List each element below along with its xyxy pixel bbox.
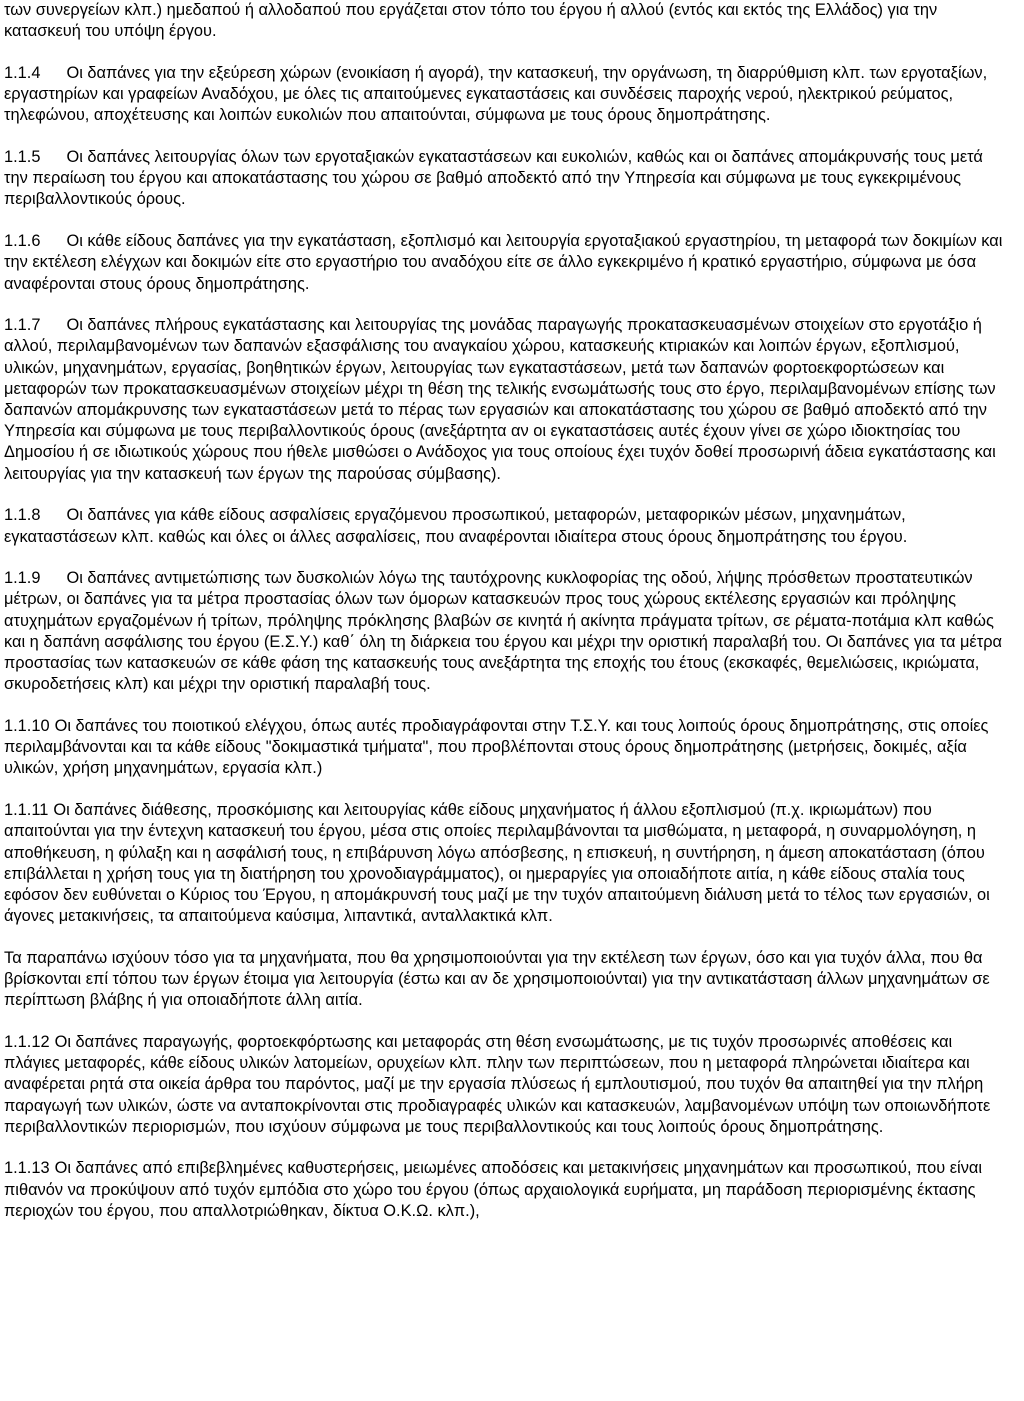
paragraph-text: Οι δαπάνες για κάθε είδους ασφαλίσεις εργαζόμενου προσωπικού, μεταφορών, μεταφορικών μέσων, μηχανημάτων, εγκαταστάσεων κλπ. καθώς και όλες οι άλλες ασφαλίσεις, που αναφέρονται ιδιαίτερα στους όρους δημοπράτησης του έργου. [4,506,908,546]
paragraph-text: Οι δαπάνες για την εξεύρεση χώρων (ενοικίαση ή αγορά), την κατασκευή, την οργάνωση, τη διαρρύθμιση κλπ. των εργοταξίων, εργαστηρίων και γραφείων Αναδόχου, με όλες τις απαιτούμενες εγκαταστάσεις και συνδέσεις παροχής νερού, ηλεκτρικού ρεύματος, τηλεφώνου, αποχέτευσης και λοιπών ευκολιών που απαιτούνται, σύμφωνα με τους όρους δημοπράτησης. [4,63,988,125]
paragraph-text: Οι δαπάνες του ποιοτικού ελέγχου, όπως αυτές προδιαγράφονται στην Τ.Σ.Υ. και τους λοιπούς όρους δημοπράτησης, στις οποίες περιλαμβάνονται και τα κάθε είδους "δοκιμαστικά τμήματα", που προβλέπονται στους όρους δημοπράτησης (μετρήσεις, δοκιμές, αξία υλικών, χρήση μηχανημάτων, εργασία κλπ.) [4,716,989,778]
paragraph-1-1-8 [4,505,1010,547]
paragraph-number: 1.1.4 [4,63,41,82]
paragraph-continuation [4,0,1010,42]
paragraph-number: 1.1.12 [4,1032,50,1051]
paragraph-number: 1.1.7 [4,316,41,335]
paragraph-1-1-7 [4,315,1010,485]
paragraph-number: 1.1.13 [4,1159,50,1178]
paragraph-text: Οι δαπάνες από επιβεβλημένες καθυστερήσεις, μειωμένες αποδόσεις και μετακινήσεις μηχανημάτων και προσωπικού, που είναι πιθανόν να προκύψουν από τυχόν εμπόδια στο χώρο του έργου (όπως αρχαιολογικά ευρήματα, μη παράδοση περιορισμένης έκτασης περιοχών του έργου, που απαλλοτριώθηκαν, δίκτυα Ο.Κ.Ω. κλπ.), [4,1159,983,1220]
paragraph-text: Οι δαπάνες παραγωγής, φορτοεκφόρτωσης και μεταφοράς στη θέση ενσωμάτωσης, με τις τυχόν προσωρινές αποθέσεις και πλάγιες μεταφορές, κάθε είδους υλικών λατομείων, ορυχείων κλπ. πλην των περιπτώσεων, που η μεταφορά πληρώνεται ιδιαίτερα και αναφέρεται ρητά στα οικεία άρθρα του παρόντος, μαζί με την εργασία πλύσεως ή εμπλουτισμού, που τυχόν θα απαιτηθεί για την πλήρη παραγωγή των υλικών, ώστε να ανταποκρίνονται στις προδιαγραφές υλικών και κατασκευών, λαμβανομένων υπόψη των οποιωνδήποτε περιβαλλοντικών περιορισμών, που ισχύουν σύμφωνα με τους περιβαλλοντικούς και τους λοιπούς όρους δημοπράτησης. [4,1032,991,1136]
paragraph-number: 1.1.11 [4,801,49,820]
paragraph-text: Οι δαπάνες πλήρους εγκατάστασης και λειτουργίας της μονάδας παραγωγής προκατασκευασμένων στοιχείων στο εργοτάξιο ή αλλού, περιλαμβανομένων των δαπανών εξασφάλισης του αναγκαίου χώρου, κατασκευής κτιριακών και λοιπών έργων, εξοπλισμού, υλικών, μηχανημάτων, εργασίας, βοηθητικών έργων, λειτουργίας των εγκαταστάσεων, μετά των δαπανών φορτοεκφορτώσεων και μεταφορών των προκατασκευασμένων στοιχείων μέχρι τη θέση της τελικής ενσωμάτωσής τους στο έργο, περιλαμβανομένων επίσης των δαπανών απομάκρυνσης των εγκαταστάσεων μετά το πέρας των εργασιών και αποκατάστασης του χώρου σε βαθμό αποδεκτό από την Υπηρεσία και σύμφωνα με τους περιβαλλοντικούς όρους (ανεξάρτητα αν οι εγκαταστάσεις αυτές έχουν γίνει σε χώρο ιδιοκτησίας του Δημοσίου ή σε ιδιωτικούς χώρους που ήθελε μισθώσει ο Ανάδοχος για τους οποίους έχει τυχόν δοθεί προσωρινή άδεια εγκατάστασης και λειτουργίας για την κατασκευή των έργων της παρούσας σύμβασης). [4,316,996,483]
paragraph-text: Οι κάθε είδους δαπάνες για την εγκατάσταση, εξοπλισμό και λειτουργία εργοταξιακού εργαστηρίου, τη μεταφορά των δοκιμίων και την εκτέλεση ελέγχων και δοκιμών είτε στο εργαστήριο του αναδόχου είτε σε άλλο εγκεκριμένο ή κρατικό εργαστήριο, σύμφωνα με όσα αναφέρονται στους όρους δημοπράτησης. [4,232,1003,293]
paragraph-number: 1.1.5 [4,148,41,167]
paragraph-1-1-4 [4,63,1010,127]
paragraph-1-1-5 [4,147,1010,211]
paragraph-number: 1.1.9 [4,569,41,588]
paragraph-text: Οι δαπάνες αντιμετώπισης των δυσκολιών λόγω της ταυτόχρονης κυκλοφορίας της οδού, λήψης πρόσθετων προστατευτικών μέτρων, οι δαπάνες για τα μέτρα προστασίας όλων των όμορων κατασκευών προς τους χώρους εκτέλεσης εργασιών και πρόληψης ατυχημάτων εργαζομένων ή τρίτων, πρόληψης πρόκλησης βλαβών σε κινητά ή ακίνητα πράγματα τρίτων, σε ρέματα-ποτάμια κλπ καθώς και η δαπάνη ασφάλισης του έργου (Ε.Σ.Υ.) καθ΄ όλη τη διάρκεια του έργου και μέχρι την οριστική παραλαβή του. Οι δαπάνες για τα μέτρα προστασίας των κατασκευών σε κάθε φάση της κατασκευής τους ανεξάρτητα της εποχής του έτους (εκσκαφές, θεμελιώσεις, ικριώματα, σκυροδετήσεις κλπ) και μέχρι την οριστική παραλαβή τους. [4,569,1002,694]
paragraph-text: Οι δαπάνες διάθεσης, προσκόμισης και λειτουργίας κάθε είδους μηχανήματος ή άλλου εξοπλισμού (π.χ. ικριωμάτων) που απαιτούνται για την έντεχνη κατασκευή του έργου, μέσα στις οποίες περιλαμβάνονται τα μισθώματα, η μεταφορά, η συναρμολόγηση, η αποθήκευση, η φύλαξη και η ασφάλισή τους, η επιβάρυνση λόγω απόσβεσης, η επισκευή, η συντήρηση, η άμεση αποκατάσταση (όπου επιβάλλεται η χρήση τους για τη διατήρηση του χρονοδιαγράμματος), οι ημεραργίες για οποιαδήποτε αιτία, η κάθε είδους σταλία τους εφόσον δεν ευθύνεται ο Κύριος του Έργου, η απομάκρυνσή τους μαζί με την τυχόν απαιτούμενη διάλυση μετά το τέλος των εργασιών, οι άγονες μετακινήσεις, τα απαιτούμενα καύσιμα, λιπαντικά, ανταλλακτικά κλπ. [4,801,990,926]
paragraph-1-1-9 [4,568,1010,695]
paragraph-machinery-note [4,948,1010,1012]
paragraph-text: των συνεργείων κλπ.) ημεδαπού ή αλλοδαπού που εργάζεται στον τόπο του έργου ή αλλού (εντός και εκτός της Ελλάδος) για την κατασκευή του υπόψη έργου. [4,1,938,41]
paragraph-1-1-6 [4,231,1010,295]
paragraph-1-1-12 [4,1032,1010,1138]
paragraph-1-1-13 [4,1158,1010,1222]
paragraph-text: Οι δαπάνες λειτουργίας όλων των εργοταξιακών εγκαταστάσεων και ευκολιών, καθώς και οι δαπάνες απομάκρυνσής τους μετά την περαίωση του έργου και αποκατάστασης του χώρου σε βαθμό αποδεκτό από την Υπηρεσία και σύμφωνα με τους εγκεκριμένους περιβαλλοντικούς όρους. [4,148,983,209]
paragraph-number: 1.1.6 [4,232,41,251]
paragraph-number: 1.1.8 [4,506,41,525]
paragraph-1-1-10 [4,716,1010,780]
paragraph-1-1-11 [4,800,1010,927]
paragraph-number: 1.1.10 [4,716,50,735]
paragraph-text: Τα παραπάνω ισχύουν τόσο για τα μηχανήματα, που θα χρησιμοποιούνται για την εκτέλεση των έργων, όσο και για τυχόν άλλα, που θα βρίσκονται επί τόπου των έργων έτοιμα για λειτουργία (έστω και αν δε χρησιμοποιούνται) για την αντικατάσταση άλλων μηχανημάτων σε περίπτωση βλάβης ή για οποιαδήποτε άλλη αιτία. [4,948,990,1010]
